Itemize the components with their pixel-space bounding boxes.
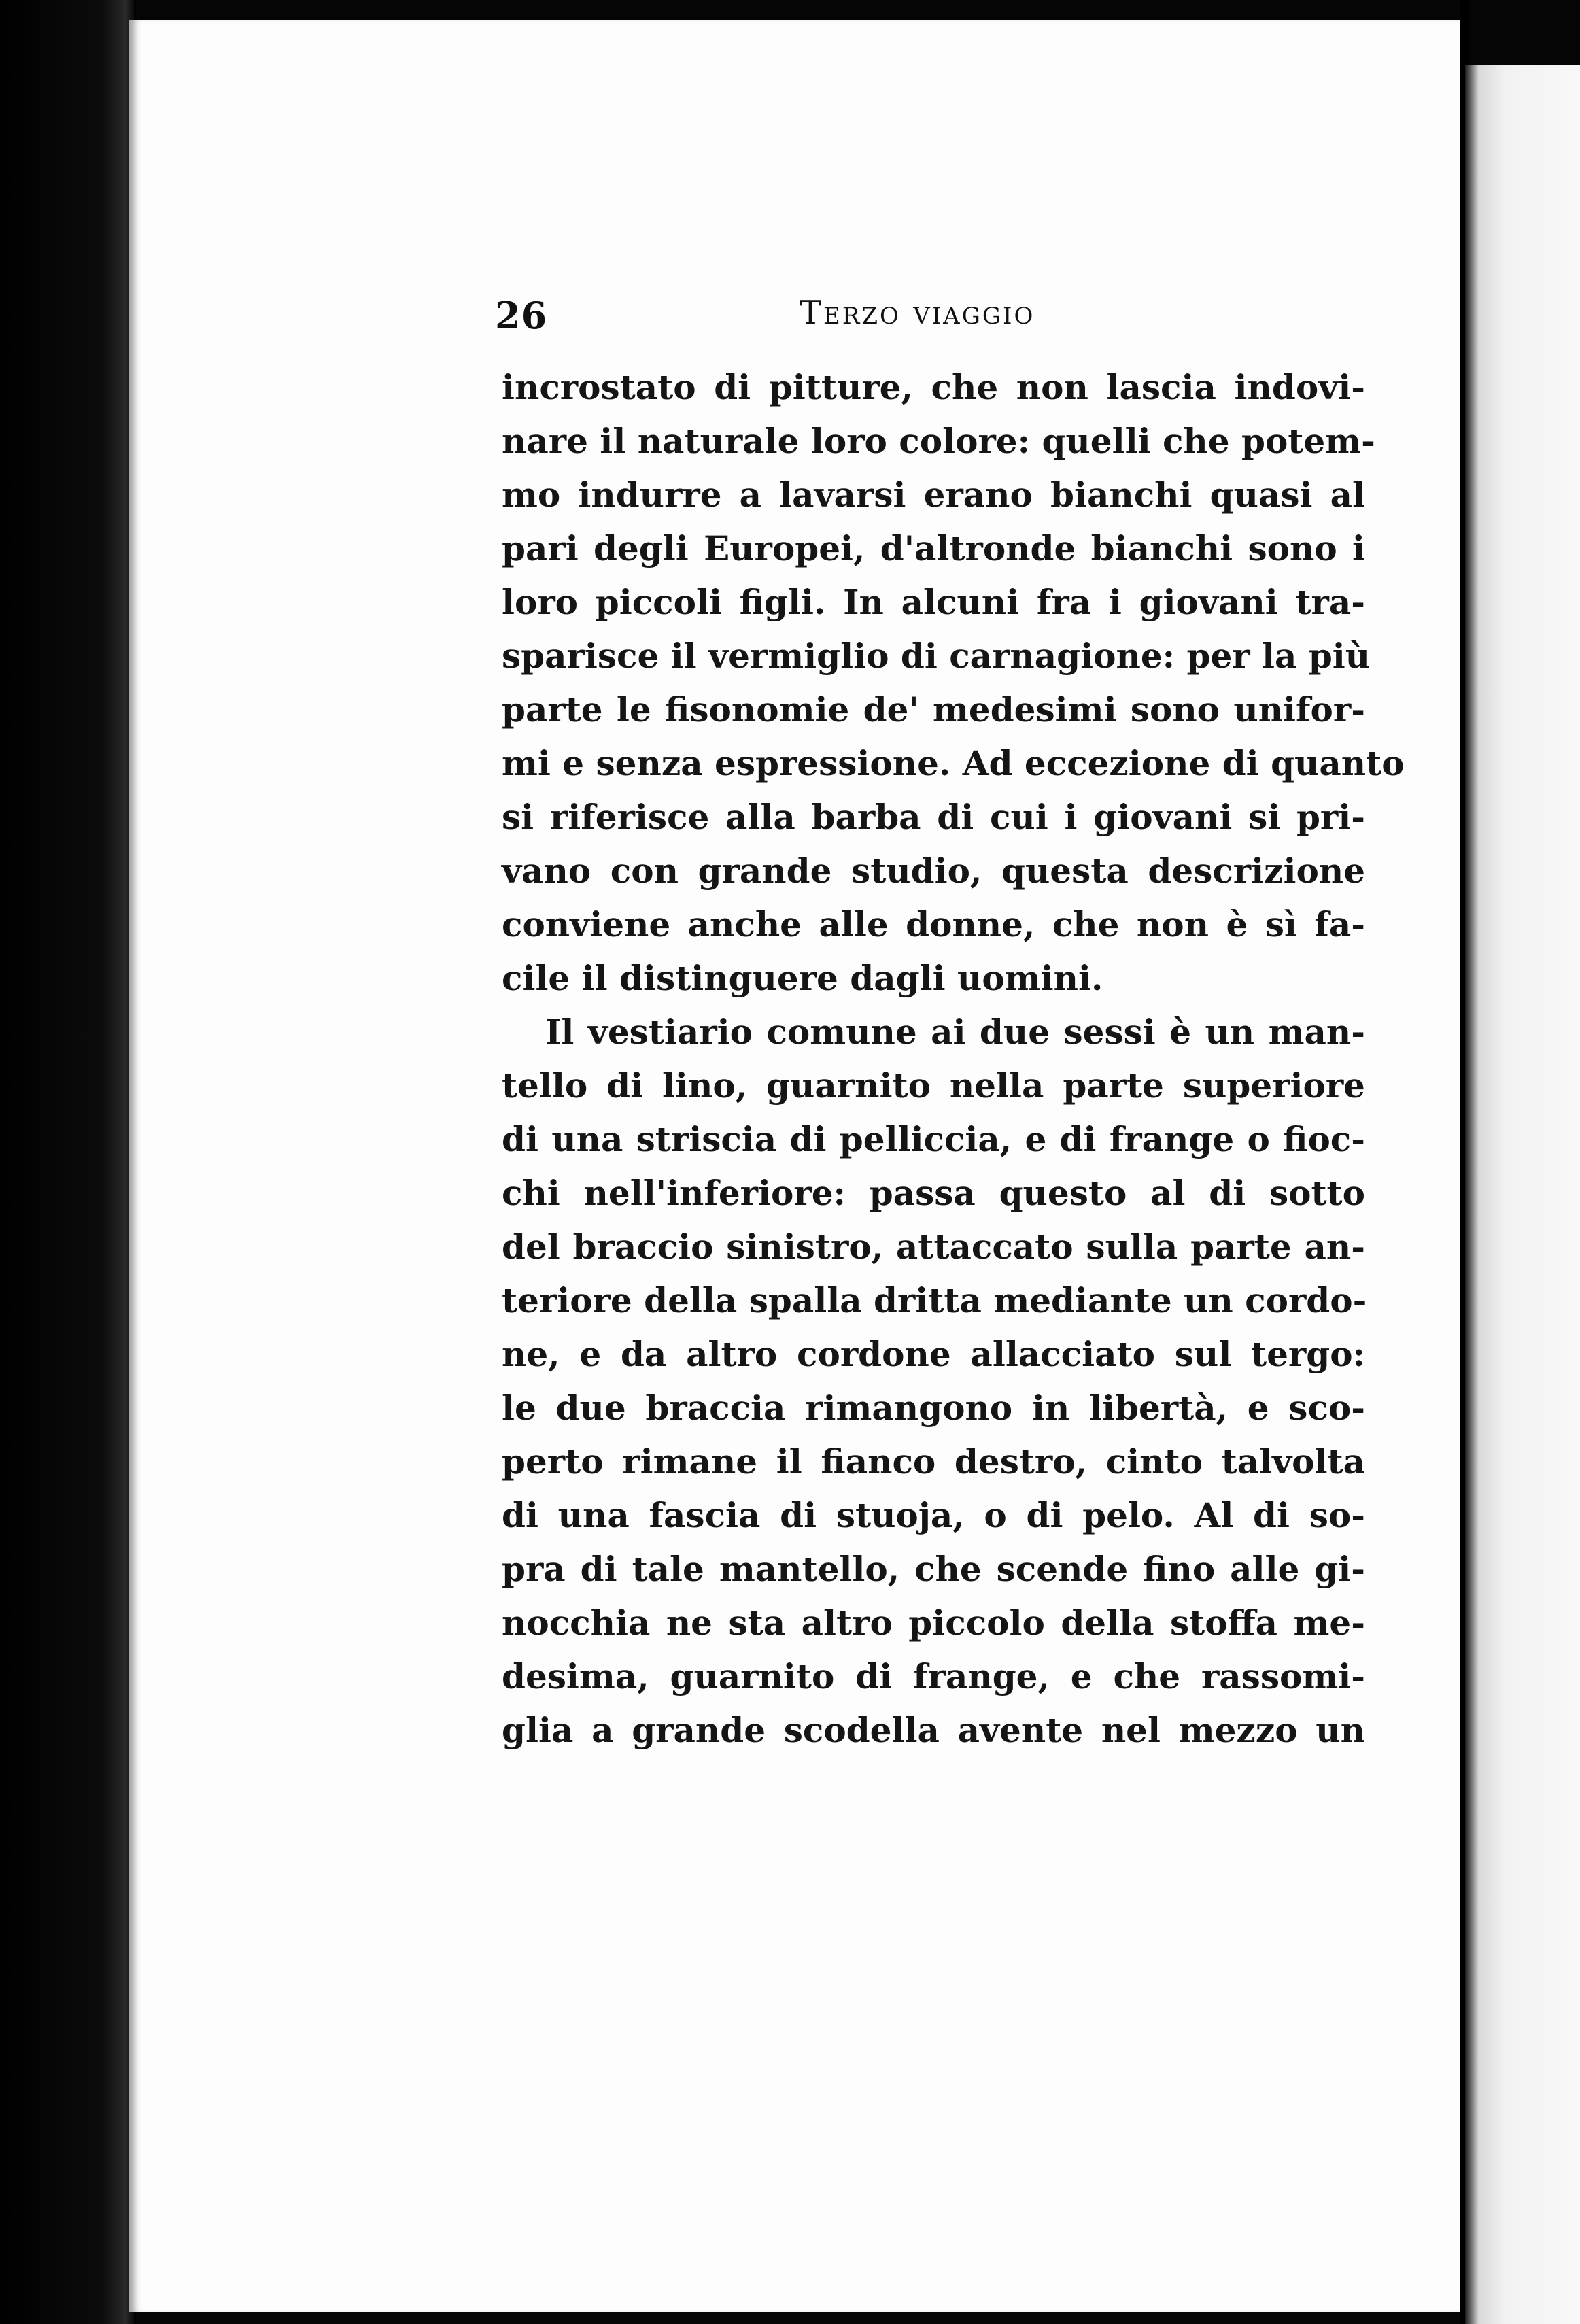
text-line: perto rimane il fianco destro, cinto talvolta — [502, 1441, 1365, 1482]
text-line: del braccio sinistro, attaccato sulla parte an- — [502, 1227, 1365, 1267]
left-gutter — [0, 0, 136, 2324]
text-line: glia a grande scodella avente nel mezzo un — [502, 1710, 1365, 1750]
text-line: di una fascia di stuoja, o di pelo. Al di so- — [502, 1495, 1365, 1535]
text-line: mo indurre a lavarsi erano bianchi quasi al — [502, 475, 1365, 515]
text-line: sparisce il vermiglio di carnagione: per la più — [502, 636, 1371, 676]
body-text — [502, 360, 1405, 1757]
right-page-edge — [1465, 65, 1580, 2324]
text-line: desima, guarnito di frange, e che rassomi- — [502, 1656, 1365, 1696]
text-line: teriore della spalla dritta mediante un cordo- — [502, 1280, 1367, 1320]
text-line: mi e senza espressione. Ad eccezione di quanto — [502, 743, 1405, 783]
text-line: conviene anche alle donne, che non è sì fa- — [502, 904, 1365, 944]
paragraph-2 — [502, 1005, 1365, 1757]
text-line: nocchia ne sta altro piccolo della stoffa me- — [502, 1603, 1365, 1643]
paragraph-1 — [502, 360, 1405, 1005]
text-line: le due braccia rimangono in libertà, e sco- — [502, 1388, 1365, 1428]
text-line: pra di tale mantello, che scende fino alle gi- — [502, 1549, 1365, 1589]
text-line: loro piccoli figli. In alcuni fra i giovani tra- — [502, 582, 1365, 622]
text-line: si riferisce alla barba di cui i giovani si pri- — [502, 797, 1365, 837]
text-line: vano con grande studio, questa descrizione — [502, 851, 1365, 891]
running-head — [495, 294, 1420, 348]
text-line: chi nell'inferiore: passa questo al di sotto — [502, 1173, 1365, 1213]
page-number: 26 — [495, 294, 548, 337]
text-line: di una striscia di pelliccia, e di frange o fioc- — [502, 1119, 1365, 1159]
text-line: incrostato di pitture, che non lascia indovi- — [502, 367, 1365, 407]
text-line: parte le fisonomie de' medesimi sono unifor- — [502, 689, 1365, 730]
header-title: Terzo viaggio — [800, 294, 1035, 332]
text-line: tello di lino, guarnito nella parte superiore — [502, 1065, 1365, 1106]
text-line: Il vestiario comune ai due sessi è un man- — [545, 1012, 1365, 1052]
text-line: cile il distinguere dagli uomini. — [502, 958, 1103, 998]
text-line: pari degli Europei, d'altronde bianchi sono i — [502, 528, 1365, 568]
text-line: ne, e da altro cordone allacciato sul tergo: — [502, 1334, 1365, 1374]
text-line: nare il naturale loro colore: quelli che potem- — [502, 421, 1375, 461]
